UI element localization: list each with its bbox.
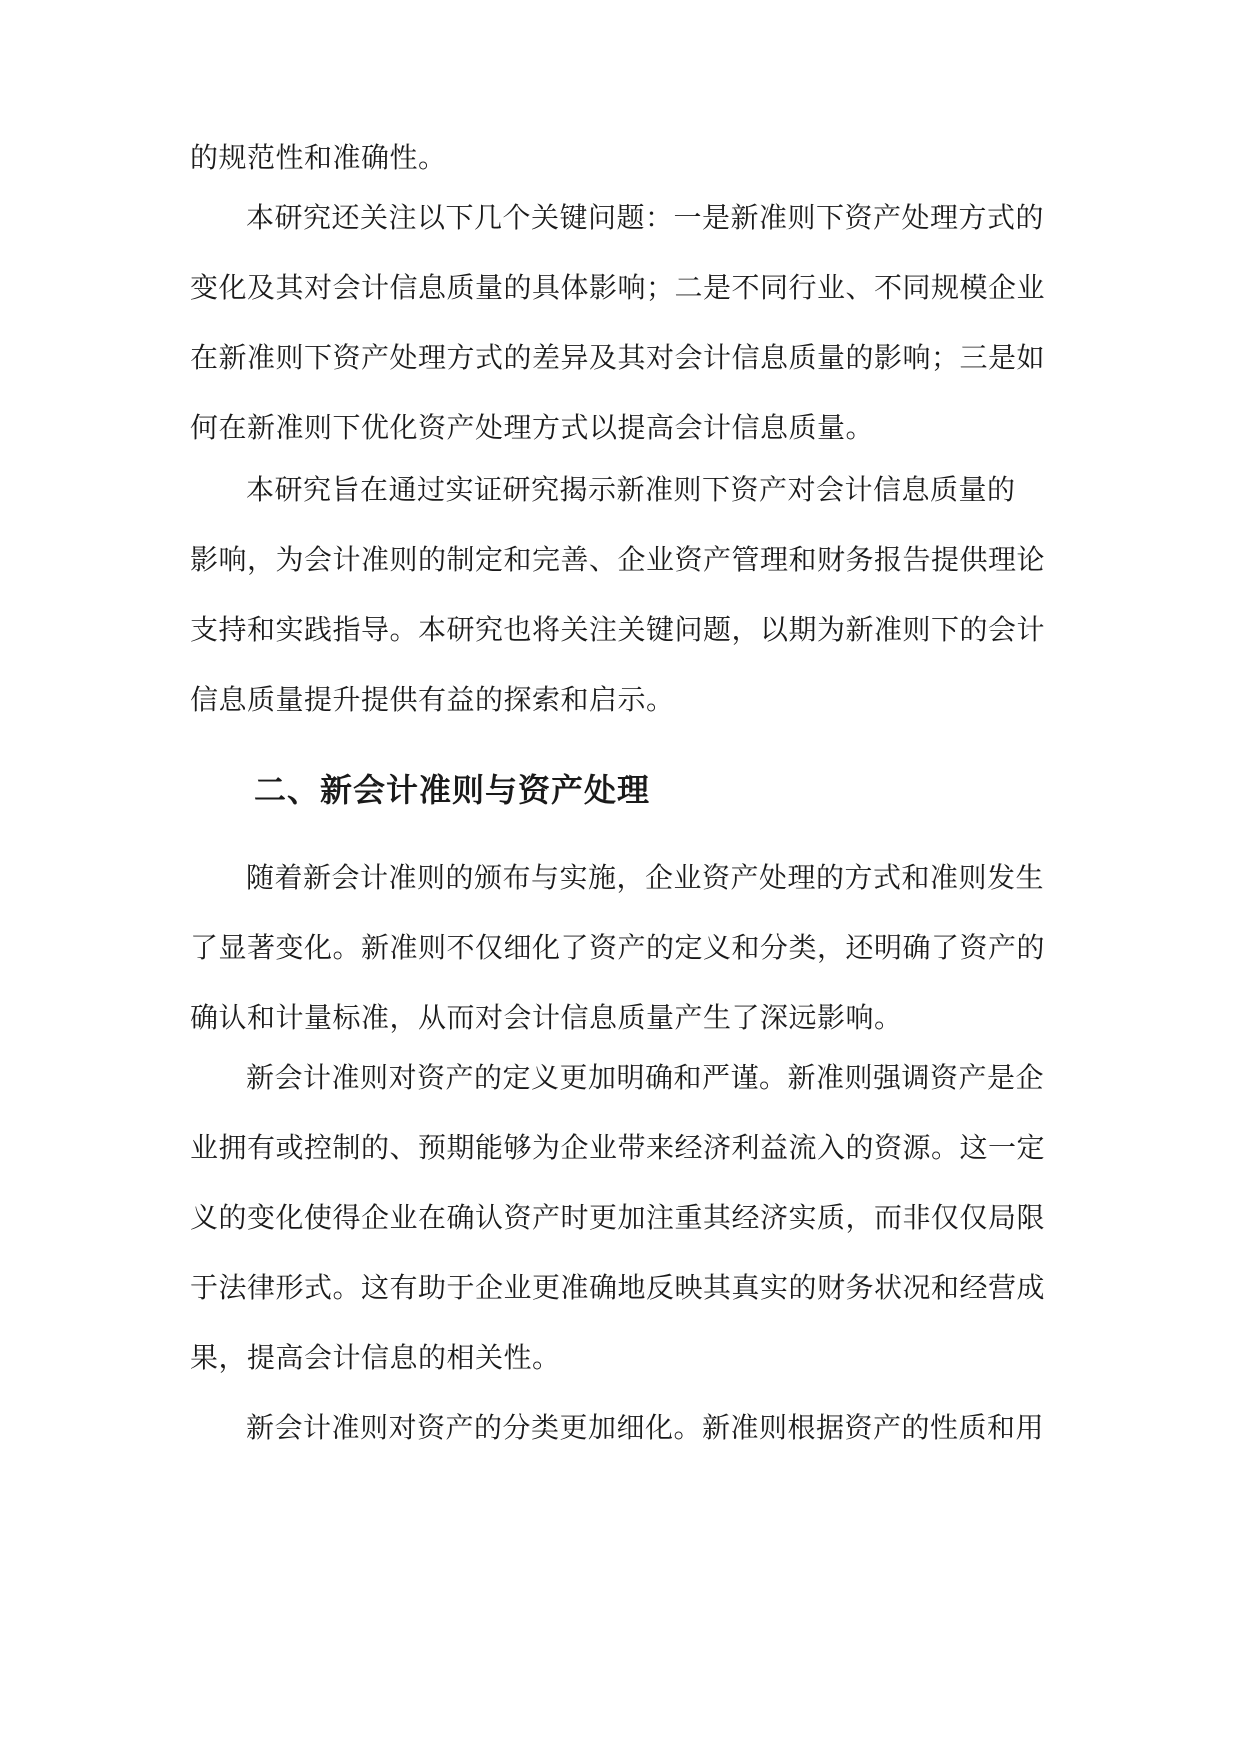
paragraph-line: 的规范性和准确性。 bbox=[190, 141, 447, 174]
paragraph-line: 新会计准则对资产的定义更加明确和严谨。新准则强调资产是企 bbox=[246, 1061, 1045, 1094]
paragraph-line: 确认和计量标准，从而对会计信息质量产生了深远影响。 bbox=[190, 1001, 903, 1034]
section-heading: 二、新会计准则与资产处理 bbox=[254, 771, 651, 809]
paragraph-line: 新会计准则对资产的分类更加细化。新准则根据资产的性质和用 bbox=[246, 1411, 1045, 1444]
paragraph-line: 本研究旨在通过实证研究揭示新准则下资产对会计信息质量的 bbox=[246, 473, 1016, 506]
paragraph-line: 业拥有或控制的、预期能够为企业带来经济利益流入的资源。这一定 bbox=[190, 1131, 1046, 1164]
paragraph-line: 影响，为会计准则的制定和完善、企业资产管理和财务报告提供理论 bbox=[190, 543, 1046, 576]
paragraph-line: 在新准则下资产处理方式的差异及其对会计信息质量的影响；三是如 bbox=[190, 341, 1046, 374]
paragraph-line: 了显著变化。新准则不仅细化了资产的定义和分类，还明确了资产的 bbox=[190, 931, 1046, 964]
paragraph-line: 于法律形式。这有助于企业更准确地反映其真实的财务状况和经营成 bbox=[190, 1271, 1046, 1304]
paragraph-line: 本研究还关注以下几个关键问题：一是新准则下资产处理方式的 bbox=[246, 201, 1045, 234]
paragraph-line: 果，提高会计信息的相关性。 bbox=[190, 1341, 561, 1374]
paragraph-line: 支持和实践指导。本研究也将关注关键问题，以期为新准则下的会计 bbox=[190, 613, 1046, 646]
paragraph-line: 信息质量提升提供有益的探索和启示。 bbox=[190, 683, 675, 716]
paragraph-line: 随着新会计准则的颁布与实施，企业资产处理的方式和准则发生 bbox=[246, 861, 1045, 894]
paragraph-line: 何在新准则下优化资产处理方式以提高会计信息质量。 bbox=[190, 411, 875, 444]
paragraph-line: 变化及其对会计信息质量的具体影响；二是不同行业、不同规模企业 bbox=[190, 271, 1046, 304]
paragraph-line: 义的变化使得企业在确认资产时更加注重其经济实质，而非仅仅局限 bbox=[190, 1201, 1046, 1234]
